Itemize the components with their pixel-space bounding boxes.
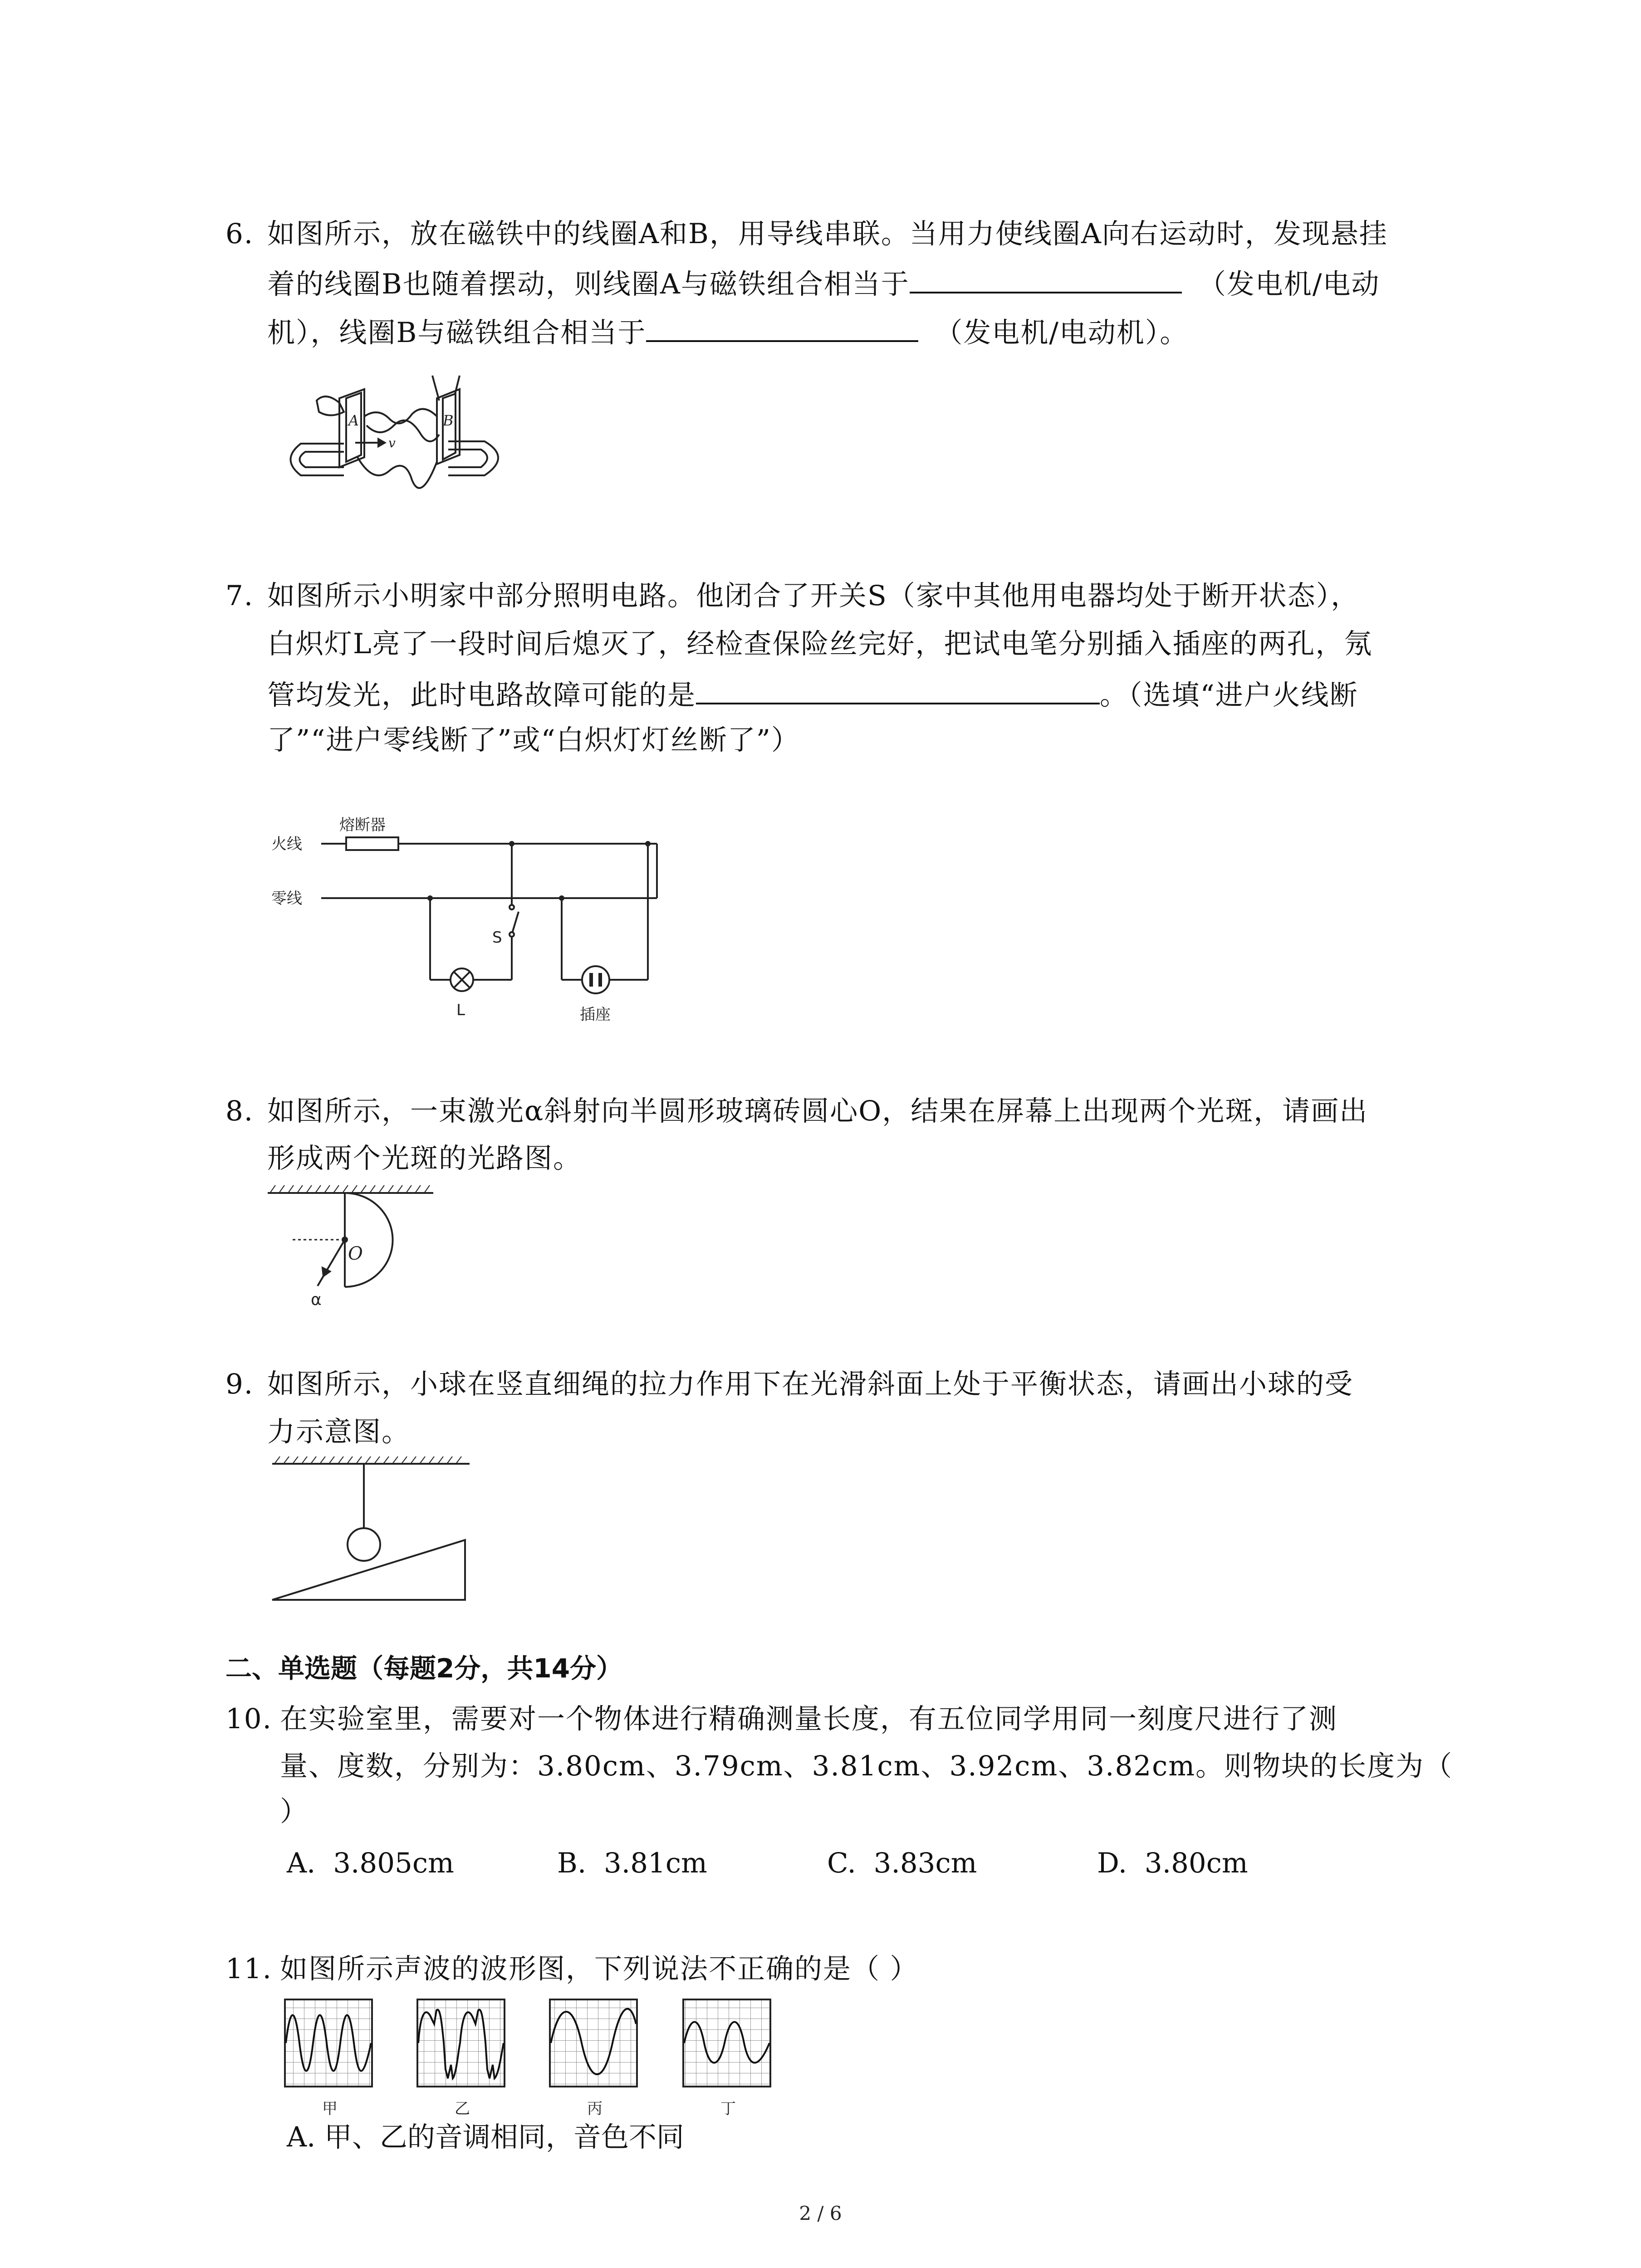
- q10-text-1: 在实验室里，需要对一个物体进行精确测量长度，有五位同学用同一刻度尺进行了测: [280, 1703, 1338, 1735]
- q6-fig-label-v: v: [388, 435, 396, 450]
- q8-fig-label-alpha: α: [311, 1290, 322, 1309]
- q11-figure-waveforms: [282, 1997, 777, 2119]
- q7-text-3b: 。（选填“进户火线断: [1100, 679, 1358, 711]
- q10-text-3: ）: [280, 1795, 309, 1828]
- q9-number: 9.: [225, 1368, 254, 1400]
- q9-line-2: [267, 1415, 410, 1449]
- q8-fig-label-o: O: [348, 1243, 363, 1264]
- q8-text-2: 形成两个光斑的光路图。: [267, 1142, 582, 1174]
- wave-label-yi: 乙: [455, 2100, 470, 2118]
- q6-fig-label-b: B: [443, 412, 454, 429]
- q10-line-2: [280, 1749, 1453, 1784]
- q6-answer-blank-2[interactable]: [646, 313, 918, 342]
- q7-line-4: [267, 723, 800, 758]
- section-2-title: 二、单选题（每题2分，共14分）: [225, 1653, 623, 1684]
- q9-text-2: 力示意图。: [267, 1416, 411, 1448]
- q10-option-d-text: 3.80cm: [1144, 1847, 1248, 1879]
- q10-option-d-label: D.: [1097, 1847, 1127, 1879]
- q6-answer-blank-1[interactable]: [910, 264, 1182, 293]
- q6-line-3: [267, 313, 1188, 350]
- q6-text-2a: 着的线圈B也随着摆动，则线圈A与磁铁组合相当于: [267, 268, 910, 300]
- q10-option-d[interactable]: [1097, 1846, 1248, 1881]
- q6-text-3b: （发电机/电动机）。: [935, 317, 1189, 349]
- q10-text-2: 量、度数，分别为：3.80cm、3.79cm、3.81cm、3.92cm、3.82cm。则物块的长度为（: [280, 1750, 1453, 1782]
- q10-option-c[interactable]: [827, 1846, 977, 1881]
- wave-label-jia: 甲: [322, 2100, 338, 2118]
- q11-number: 11.: [225, 1953, 273, 1985]
- q8-line-2: [267, 1141, 582, 1176]
- q10-number: 10.: [225, 1703, 273, 1735]
- q7-figure-circuit: [267, 807, 666, 1043]
- q6-text-3a: 机），线圈B与磁铁组合相当于: [267, 317, 647, 349]
- page-number: 2 / 6: [799, 2202, 842, 2224]
- q9-figure-ball-incline: [270, 1454, 479, 1608]
- q10-option-a[interactable]: [287, 1846, 454, 1881]
- q7-number: 7.: [225, 580, 254, 612]
- q8-line-1: [225, 1094, 1368, 1129]
- q7-fig-label-switch: S: [492, 929, 502, 947]
- q7-line-3: [267, 675, 1358, 713]
- q6-number: 6.: [225, 218, 254, 250]
- q8-text-1: 如图所示，一束激光α斜射向半圆形玻璃砖圆心O，结果在屏幕上出现两个光斑，请画出: [267, 1095, 1368, 1127]
- q8-number: 8.: [225, 1095, 254, 1127]
- wave-yi: [417, 1999, 505, 2087]
- wave-ding: [683, 1999, 770, 2087]
- q6-line-1: [225, 217, 1388, 251]
- q11-line-1: [225, 1952, 918, 1986]
- q11-option-a[interactable]: A. 甲、乙的音调相同，音色不同: [287, 2121, 684, 2153]
- q6-figure-coils-magnets: [276, 367, 530, 516]
- q9-line-1: [225, 1367, 1353, 1402]
- q7-fig-label-live: 火线: [271, 835, 302, 853]
- q10-option-b-text: 3.81cm: [604, 1847, 707, 1879]
- q10-line-1: [225, 1702, 1337, 1736]
- q6-text-1: 如图所示，放在磁铁中的线圈A和B，用导线串联。当用力使线圈A向右运动时，发现悬挂: [267, 218, 1388, 250]
- wave-label-ding: 丁: [720, 2100, 736, 2118]
- q7-answer-blank[interactable]: [696, 675, 1100, 704]
- q10-option-c-label: C.: [827, 1847, 856, 1879]
- q7-text-1: 如图所示小明家中部分照明电路。他闭合了开关S（家中其他用电器均处于断开状态），: [267, 580, 1360, 612]
- wave-jia: [285, 1999, 372, 2087]
- q7-text-2: 白炽灯L亮了一段时间后熄灭了，经检查保险丝完好，把试电笔分别插入插座的两孔，氖: [267, 628, 1373, 660]
- q7-fig-label-socket: 插座: [580, 1006, 611, 1024]
- q10-option-a-label: A.: [287, 1847, 316, 1879]
- q7-line-1: [225, 579, 1359, 613]
- q8-figure-semicircle-glass: [265, 1182, 442, 1309]
- q7-fig-label-fuse: 熔断器: [339, 816, 386, 834]
- q7-line-2: [267, 627, 1373, 661]
- q6-text-2b: （发电机/电动: [1198, 268, 1380, 300]
- q6-fig-label-a: A: [348, 412, 359, 429]
- q10-option-a-text: 3.805cm: [333, 1847, 454, 1879]
- q10-option-b-label: B.: [557, 1847, 587, 1879]
- q6-line-2: [267, 264, 1380, 302]
- q7-fig-label-neutral: 零线: [271, 890, 302, 908]
- q10-option-c-text: 3.83cm: [873, 1847, 977, 1879]
- q7-text-3a: 管均发光，此时电路故障可能的是: [267, 679, 696, 711]
- wave-label-bing: 丙: [587, 2100, 603, 2118]
- q7-fig-label-lamp: L: [456, 1001, 465, 1019]
- q11-text-1: 如图所示声波的波形图，下列说法不正确的是（ ）: [280, 1953, 919, 1985]
- q9-text-1: 如图所示，小球在竖直细绳的拉力作用下在光滑斜面上处于平衡状态，请画出小球的受: [267, 1368, 1354, 1400]
- q10-line-3: [280, 1794, 309, 1829]
- wave-bing: [550, 1999, 637, 2087]
- q7-text-4: 了”“进户零线断了”或“白炽灯灯丝断了”）: [267, 724, 800, 756]
- q10-option-b[interactable]: [557, 1846, 707, 1881]
